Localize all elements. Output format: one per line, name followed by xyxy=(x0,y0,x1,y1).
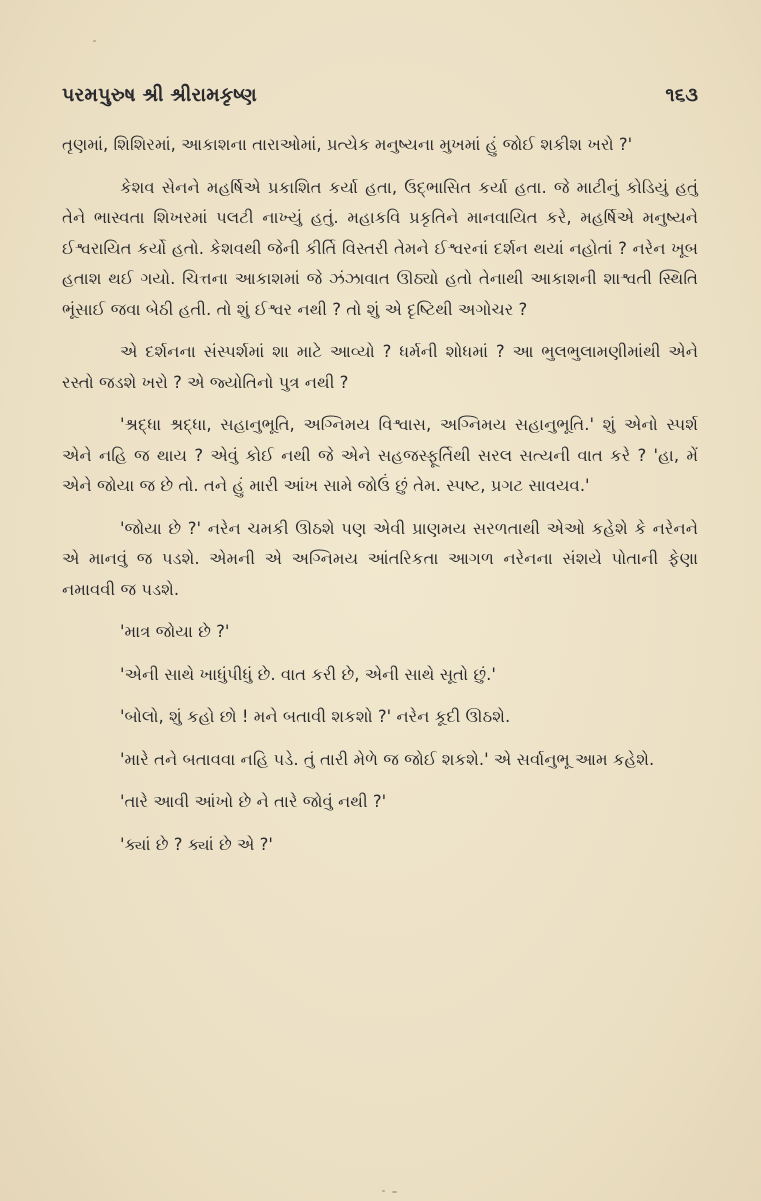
paragraph: એ દર્શનના સંસ્પર્શમાં શા માટે આવ્યો ? ધર્મની શોધમાં ? આ ભુલભુલામણીમાંથી એને રસ્તો જડશે ખરો ? એ જ્યોતિનો પુત્ર નથી ? xyxy=(62,342,698,392)
running-head xyxy=(62,84,698,114)
paragraph: 'શ્રદ્ધા શ્રદ્ધા, સહાનુભૂતિ, અગ્નિમય વિશ્વાસ, અગ્નિમય સહાનુભૂતિ.' શું એનો સ્પર્શ એને નહિ જ થાય ? એવું કોઈ નથી જે એને સહજસ્ફૂર્તિથી સરલ સત્યની વાત કરે ? 'હા, મેં એને જોયા જ છે તો. તને હું મારી આંખ સામે જોઉં છું તેમ. સ્પષ્ટ, પ્રગટ સાવયવ.' xyxy=(62,415,698,495)
paragraph: 'ક્યાં છે ? ક્યાં છે એ ?' xyxy=(120,834,273,854)
paragraph: 'મારે તને બતાવવા નહિ પડે. તું તારી મેળે જ જોઈ શકશે.' એ સર્વાનુભૂ આમ કહેશે. xyxy=(120,749,655,769)
body-text xyxy=(62,130,698,872)
page-number: ૧૬૩ xyxy=(665,84,698,106)
paper-speck xyxy=(382,1190,385,1192)
paragraph: 'બોલો, શું કહો છો ! મને બતાવી શકશો ?' નરેન કૂદી ઊઠશે. xyxy=(120,707,511,726)
paragraph: 'તારે આવી આંખો છે ને તારે જોવું નથી ?' xyxy=(120,792,387,811)
book-title: પરમપુરુષ શ્રી શ્રીરામકૃષ્ણ xyxy=(62,84,257,106)
paragraph: 'જોયા છે ?' નરેન ચમકી ઊઠશે પણ એવી પ્રાણમય સરળતાથી એઓ કહેશે કે નરેનને એ માનવું જ પડશે. એમની એ અગ્નિમય આંતરિકતા આગળ નરેનના સંશયે પોતાની ફેણા નમાવવી જ પડશે. xyxy=(62,518,698,599)
paragraph: કેશવ સેનને મહર્ષિએ પ્રકાશિત કર્યા હતા, ઉદ્ભાસિત કર્યા હતા. જે માટીનું કોડિયું હતું તેને ભાસ્વતા શિખરમાં પલટી નાખ્યું હતું. મહાકવિ પ્રકૃતિને માનવાયિત કરે, મહર્ષિએ મનુષ્યને ઈશ્વરાયિત કર્યો હતો. કેશવથી જેની કીર્તિ વિસ્તરી તેમને ઈશ્વરનાં દર્શન થયાં નહોતાં ? નરેન ખૂબ હતાશ થઈ ગયો. ચિત્તના આકાશમાં જે ઝંઝાવાત ઊઠ્યો હતો તેનાથી આકાશની શાશ્વતી સ્થિતિ ભૂંસાઈ જવા બેઠી હતી. તો શું ઈશ્વર નથી ? તો શું એ દૃષ્ટિથી અગોચર ? xyxy=(62,177,698,319)
paper-speck xyxy=(93,40,96,42)
paragraph: તૃણમાં, શિશિરમાં, આકાશના તારાઓમાં, પ્રત્યેક મનુષ્યના મુખમાં હું જોઈ શકીશ ખરો ?' xyxy=(62,135,633,154)
paper-speck xyxy=(392,1191,397,1193)
paragraph: 'માત્ર જોયા છે ?' xyxy=(120,622,230,641)
paragraph: 'એની સાથે ખાધુંપીધું છે. વાત કરી છે, એની સાથે સૂતો છું.' xyxy=(120,664,496,684)
